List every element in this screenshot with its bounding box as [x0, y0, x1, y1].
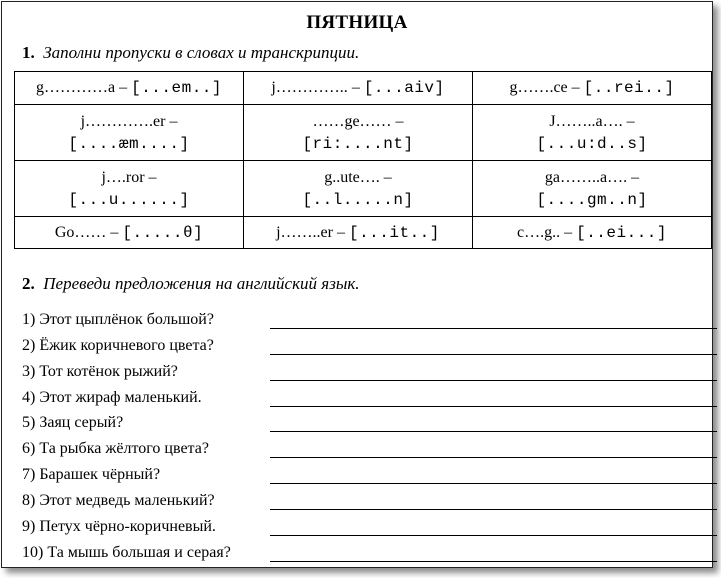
word-gap: j….ror: [101, 168, 145, 186]
word-separator: –: [560, 223, 577, 241]
transcription-gap: [..rei..]: [583, 79, 675, 97]
sentence-text: 4) Этот жираф маленький.: [22, 388, 202, 406]
word-gap: j…………..: [271, 79, 348, 96]
task-1-instruction: Заполни пропуски в словах и транскрипции.: [43, 43, 360, 62]
word-separator: –: [144, 168, 157, 186]
list-item: [22, 539, 717, 565]
list-item: [22, 513, 717, 539]
word-gap: g…………a: [35, 79, 116, 96]
word-gap: g..ute….: [324, 168, 380, 186]
transcription-gap: [...u......]: [68, 190, 190, 209]
sentence-text: 10) Та мышь большая и серая?: [22, 543, 231, 561]
table-row: [15, 217, 712, 249]
word-gap: j……..er: [276, 223, 333, 241]
list-item: [22, 461, 717, 487]
task-2-number: 2.: [22, 274, 35, 293]
task-1-number: 1.: [22, 43, 35, 62]
translation-list: [22, 306, 717, 565]
worksheet-page: [1, 1, 713, 568]
answer-line[interactable]: [270, 535, 717, 536]
sentence-text: 7) Барашек чёрный?: [22, 466, 161, 484]
answer-line[interactable]: [270, 431, 717, 432]
word-cell[interactable]: [244, 72, 473, 105]
word-cell[interactable]: [244, 217, 473, 249]
answer-line[interactable]: [270, 406, 717, 407]
word-separator: –: [379, 168, 392, 186]
transcription-gap: [...u:d..s]: [536, 134, 648, 153]
word-gap: g…….ce: [509, 79, 568, 96]
word-gap: ……ge……: [312, 112, 392, 130]
word-gap: j………….er: [80, 112, 166, 130]
list-item: [22, 410, 717, 436]
transcription-gap: [....gm..n]: [536, 190, 648, 209]
transcription-gap: [....æm....]: [68, 134, 190, 153]
word-separator: –: [391, 112, 404, 130]
sentence-text: 3) Тот котёнок рыжий?: [22, 362, 178, 380]
word-cell[interactable]: [473, 72, 712, 105]
transcription-gap: [..ei...]: [576, 223, 668, 242]
word-separator: –: [622, 112, 635, 130]
list-item: [22, 435, 717, 461]
transcription-gap: [ri:....nt]: [302, 134, 414, 153]
word-gap: c….g..: [516, 223, 561, 241]
answer-line[interactable]: [270, 483, 717, 484]
word-separator: –: [567, 79, 584, 96]
page-title: ПЯТНИЦА: [306, 12, 408, 33]
transcription-gap: [...aiv]: [363, 79, 445, 97]
word-cell[interactable]: [15, 161, 244, 217]
word-separator: –: [106, 223, 123, 241]
word-cell[interactable]: [473, 161, 712, 217]
transcription-gap: [..l.....n]: [302, 190, 414, 209]
sentence-text: 9) Петух чёрно-коричневый.: [22, 518, 216, 536]
answer-line[interactable]: [270, 328, 717, 329]
transcription-gap: [.....θ]: [122, 223, 204, 242]
sentence-text: 2) Ёжик коричневого цвета?: [22, 336, 214, 354]
word-separator: –: [115, 79, 132, 96]
transcription-gap: [...it..]: [348, 223, 440, 242]
transcription-gap: [...em..]: [131, 79, 223, 97]
list-item: [22, 332, 717, 358]
word-gap-table: [14, 71, 712, 249]
word-separator: –: [165, 112, 178, 130]
answer-line[interactable]: [270, 561, 717, 562]
sentence-text: 8) Этот медведь маленький?: [22, 492, 215, 510]
word-cell[interactable]: [244, 161, 473, 217]
word-cell[interactable]: [473, 105, 712, 161]
task-1-heading: [22, 43, 359, 63]
word-gap: Go……: [54, 223, 107, 241]
word-cell[interactable]: [15, 105, 244, 161]
table-row: [15, 105, 712, 161]
word-gap: J……..a….: [549, 112, 623, 130]
task-2-heading: [22, 274, 360, 294]
answer-line[interactable]: [270, 380, 717, 381]
list-item: [22, 487, 717, 513]
sentence-text: 5) Заяц серый?: [22, 414, 124, 432]
sentence-text: 6) Та рыбка жёлтого цвета?: [22, 440, 209, 458]
sentence-text: 1) Этот цыплёнок большой?: [22, 310, 214, 328]
list-item: [22, 358, 717, 384]
table-row: [15, 72, 712, 105]
word-separator: –: [332, 223, 349, 241]
word-separator: –: [347, 79, 364, 96]
answer-line[interactable]: [270, 354, 717, 355]
list-item: [22, 306, 717, 332]
word-cell[interactable]: [473, 217, 712, 249]
list-item: [22, 384, 717, 410]
word-gap: ga……..a….: [544, 168, 628, 186]
word-separator: –: [627, 168, 640, 186]
word-cell[interactable]: [15, 72, 244, 105]
table-row: [15, 161, 712, 217]
word-cell[interactable]: [15, 217, 244, 249]
answer-line[interactable]: [270, 457, 717, 458]
word-cell[interactable]: [244, 105, 473, 161]
task-2-instruction: Переведи предложения на английский язык.: [43, 274, 360, 293]
answer-line[interactable]: [270, 509, 717, 510]
